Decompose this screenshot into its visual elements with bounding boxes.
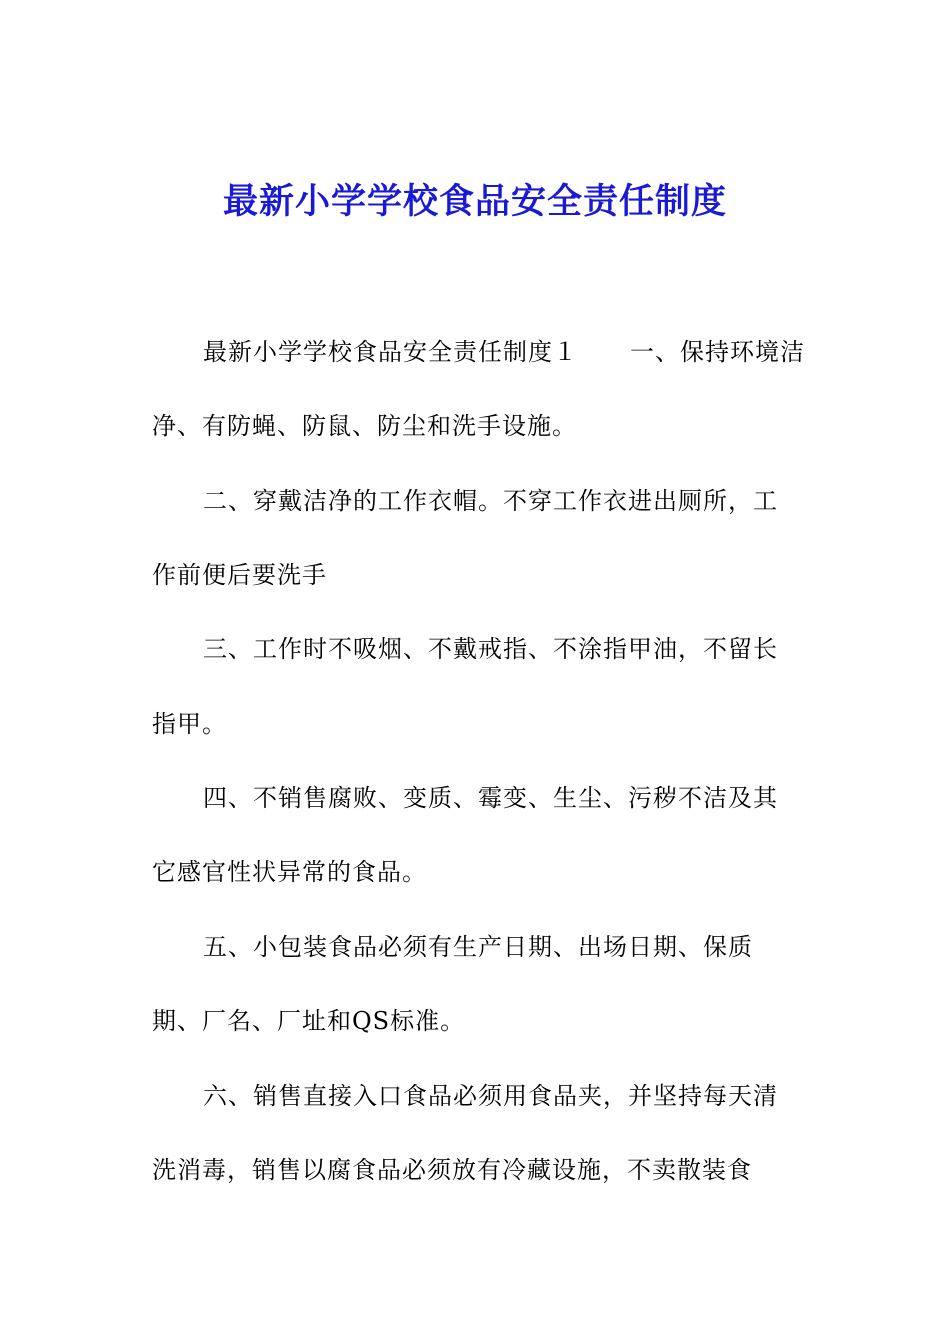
paragraph-line: 期、厂名、厂址和QS标准。 bbox=[152, 1007, 466, 1035]
paragraph-line: 它感官性状异常的食品。 bbox=[152, 858, 427, 886]
paragraph-line: 四、不销售腐败、变质、霉变、生尘、污秽不洁及其 bbox=[203, 784, 778, 812]
paragraph-line: 洗消毒，销售以腐食品必须放有冷藏设施，不卖散装食 bbox=[152, 1156, 752, 1184]
paragraph-text: 一、保持环境洁 bbox=[630, 338, 805, 366]
paragraph-line: 净、有防蝇、防鼠、防尘和洗手设施。 bbox=[152, 412, 577, 440]
paragraph-line: 六、销售直接入口食品必须用食品夹，并坚持每天清 bbox=[203, 1082, 778, 1110]
paragraph-line: 二、穿戴洁净的工作衣帽。不穿工作衣进出厕所，工 bbox=[203, 487, 778, 515]
paragraph-line: 三、工作时不吸烟、不戴戒指、不涂指甲油，不留长 bbox=[203, 635, 778, 663]
paragraph-line: 五、小包装食品必须有生产日期、出场日期、保质 bbox=[203, 933, 753, 961]
paragraph-text: 最新小学学校食品安全责任制度１ bbox=[203, 338, 578, 366]
document-title: 最新小学学校食品安全责任制度 bbox=[222, 182, 727, 222]
paragraph-line: 作前便后要洗手 bbox=[152, 561, 327, 589]
paragraph-line bbox=[203, 336, 805, 368]
paragraph-line: 指甲。 bbox=[152, 710, 227, 738]
